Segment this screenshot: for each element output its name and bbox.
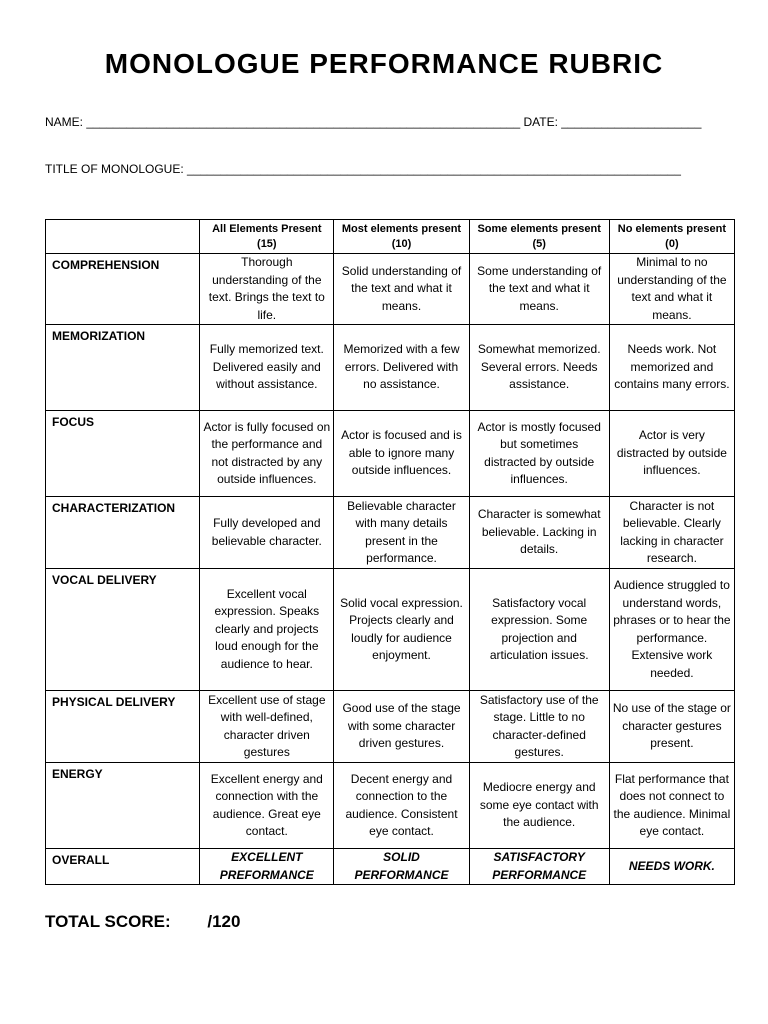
rubric-cell: Somewhat memorized. Several errors. Needs assistance. (469, 325, 609, 411)
rubric-cell: Satisfactory use of the stage. Little to no character-defined gestures. (469, 691, 609, 763)
header-all-elements: All Elements Present (15) (200, 220, 334, 254)
rubric-cell: Solid understanding of the text and what it means. (334, 254, 469, 325)
rubric-cell: Flat performance that does not connect to the audience. Minimal eye contact. (609, 763, 734, 849)
name-date-line: NAME: _________________________________________________________________ DATE: _____________________ (45, 115, 702, 129)
rubric-table (45, 219, 735, 885)
overall-cell: SATISFACTORY PERFORMANCE (469, 849, 609, 885)
total-score-label: TOTAL SCORE: (45, 912, 171, 931)
total-score-out-of: /120 (207, 912, 241, 931)
criterion-vocal-delivery: VOCAL DELIVERY (46, 569, 200, 691)
monologue-title-line: TITLE OF MONOLOGUE: __________________________________________________________________________ (45, 162, 681, 176)
rubric-cell: Solid vocal expression. Projects clearly and loudly for audience enjoyment. (334, 569, 469, 691)
rubric-header-row (46, 220, 735, 254)
criterion-physical-delivery: PHYSICAL DELIVERY (46, 691, 200, 763)
page-title: MONOLOGUE PERFORMANCE RUBRIC (104, 48, 664, 79)
rubric-cell: Excellent use of stage with well-defined, character driven gestures (200, 691, 334, 763)
rubric-cell: Satisfactory vocal expression. Some projection and articulation issues. (469, 569, 609, 691)
header-blank (46, 220, 200, 254)
rubric-cell: Audience struggled to understand words, phrases or to hear the performance. Extensive work needed. (609, 569, 734, 691)
rubric-cell: Good use of the stage with some character driven gestures. (334, 691, 469, 763)
row-energy (46, 763, 735, 849)
overall-cell: NEEDS WORK. (609, 849, 734, 885)
row-memorization (46, 325, 735, 411)
rubric-cell: Character is somewhat believable. Lacking in details. (469, 497, 609, 569)
rubric-cell: Fully memorized text. Delivered easily and without assistance. (200, 325, 334, 411)
rubric-cell: Actor is mostly focused but sometimes distracted by outside influences. (469, 411, 609, 497)
header-most-elements: Most elements present (10) (334, 220, 469, 254)
row-physical-delivery (46, 691, 735, 763)
rubric-cell: Actor is focused and is able to ignore many outside influences. (334, 411, 469, 497)
rubric-cell: Needs work. Not memorized and contains many errors. (609, 325, 734, 411)
rubric-cell: Actor is very distracted by outside influences. (609, 411, 734, 497)
row-comprehension (46, 254, 735, 325)
rubric-cell: No use of the stage or character gestures present. (609, 691, 734, 763)
overall-cell: SOLID PERFORMANCE (334, 849, 469, 885)
criterion-energy: ENERGY (46, 763, 200, 849)
header-some-elements: Some elements present (5) (469, 220, 609, 254)
rubric-cell: Excellent energy and connection with the audience. Great eye contact. (200, 763, 334, 849)
rubric-cell: Fully developed and believable character. (200, 497, 334, 569)
rubric-cell: Some understanding of the text and what it means. (469, 254, 609, 325)
row-vocal-delivery (46, 569, 735, 691)
row-characterization (46, 497, 735, 569)
rubric-cell: Mediocre energy and some eye contact with the audience. (469, 763, 609, 849)
rubric-cell: Actor is fully focused on the performance and not distracted by any outside influences. (200, 411, 334, 497)
header-no-elements: No elements present (0) (609, 220, 734, 254)
rubric-cell: Decent energy and connection to the audience. Consistent eye contact. (334, 763, 469, 849)
rubric-cell: Excellent vocal expression. Speaks clearly and projects loud enough for the audience to hear. (200, 569, 334, 691)
criterion-memorization: MEMORIZATION (46, 325, 200, 411)
criterion-overall: OVERALL (46, 849, 200, 885)
rubric-cell: Believable character with many details present in the performance. (334, 497, 469, 569)
rubric-cell: Thorough understanding of the text. Brings the text to life. (200, 254, 334, 325)
total-score (45, 912, 240, 932)
rubric-cell: Character is not believable. Clearly lacking in character research. (609, 497, 734, 569)
criterion-comprehension: COMPREHENSION (46, 254, 200, 325)
criterion-characterization: CHARACTERIZATION (46, 497, 200, 569)
row-overall (46, 849, 735, 885)
overall-cell: EXCELLENT PREFORMANCE (200, 849, 334, 885)
rubric-cell: Memorized with a few errors. Delivered with no assistance. (334, 325, 469, 411)
rubric-cell: Minimal to no understanding of the text and what it means. (609, 254, 734, 325)
row-focus (46, 411, 735, 497)
criterion-focus: FOCUS (46, 411, 200, 497)
